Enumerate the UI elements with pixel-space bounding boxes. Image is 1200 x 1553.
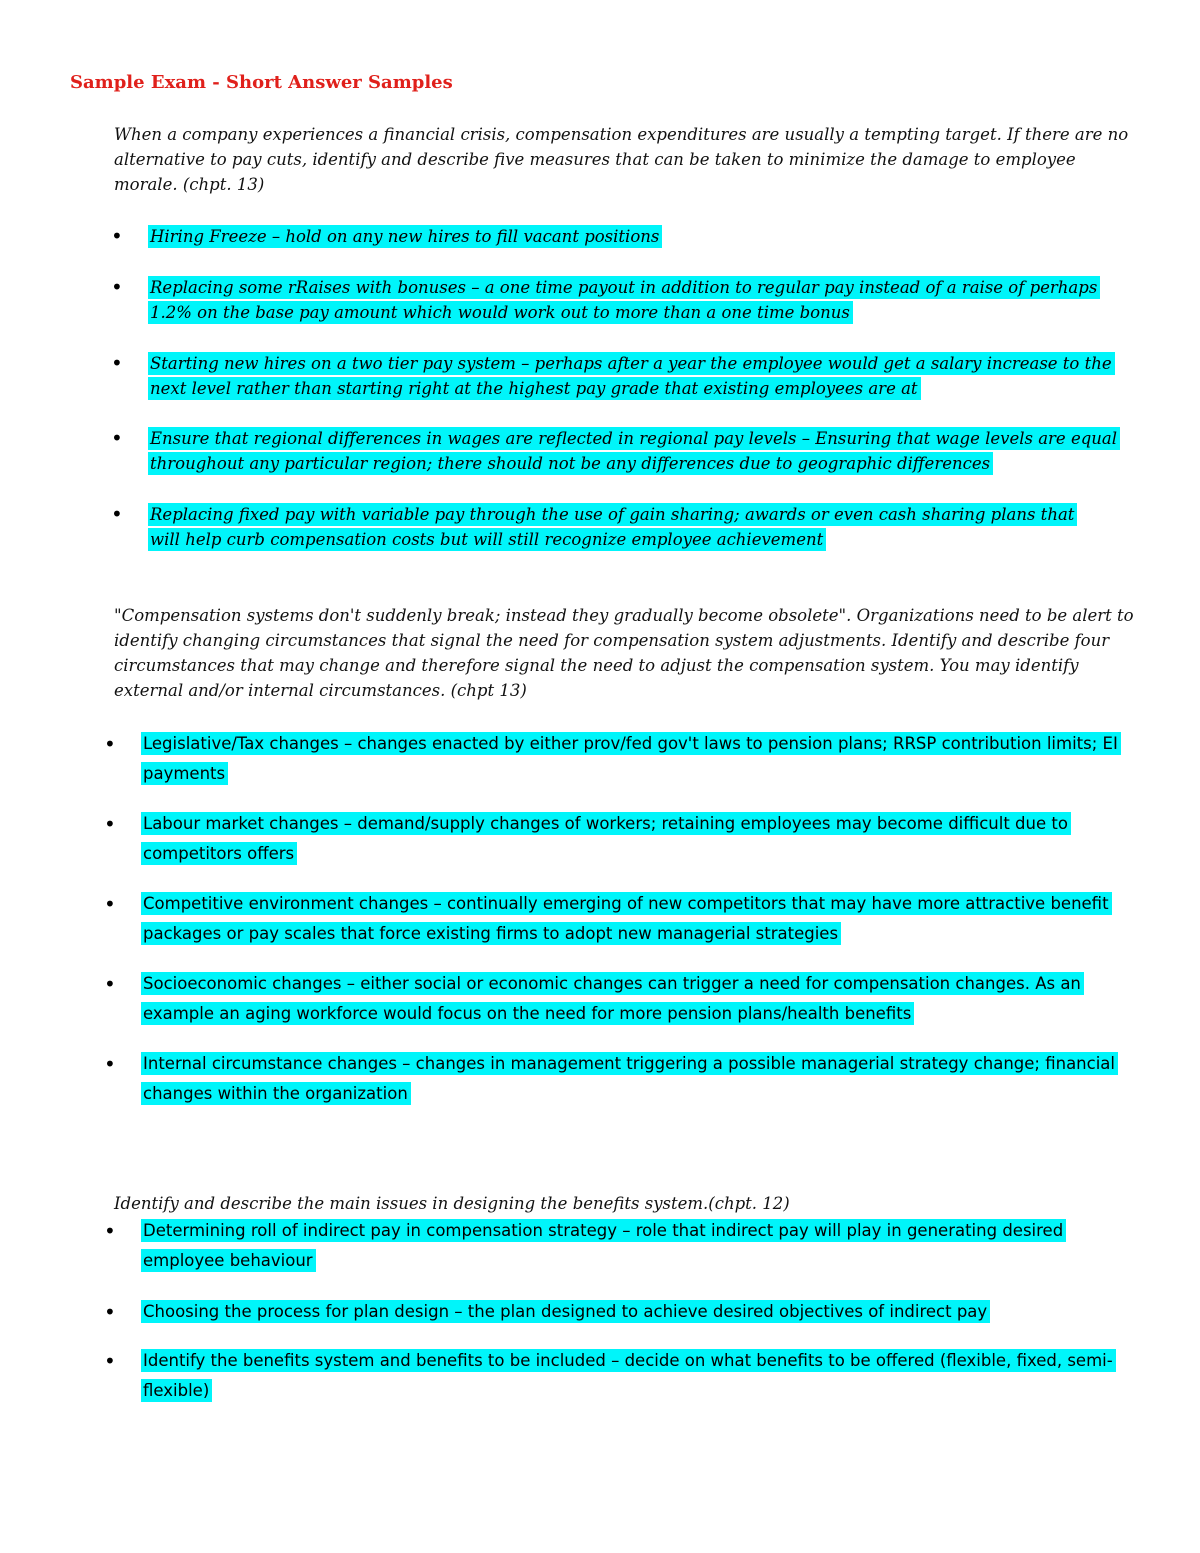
answer-text: Internal circumstance changes – changes in management triggering a possible managerial strategy change; financial changes within the organization xyxy=(141,1052,1118,1105)
question-text: When a company experiences a financial crisis, compensation expenditures are usually a tempting target. If there are no alternative to pay cuts, identify and describe five measures that can be taken to minimize the damage to employee morale. (chpt. 13) xyxy=(114,125,1129,194)
answer-text: Competitive environment changes – continually emerging of new competitors that may have more attractive benefit packages or pay scales that force existing firms to adopt new managerial strategies xyxy=(141,892,1112,945)
answer-item xyxy=(111,275,1108,325)
answer-item xyxy=(104,969,1141,1029)
answer-item xyxy=(104,1049,1131,1109)
answer-item xyxy=(111,351,1128,401)
bullet-icon: • xyxy=(111,224,123,248)
bullet-icon: • xyxy=(111,426,123,450)
answer-text: Socioeconomic changes – either social or economic changes can trigger a need for compensation changes. As an example an aging workforce would focus on the need for more pension plans/health benefits xyxy=(141,972,1084,1025)
bullet-icon: • xyxy=(104,812,116,836)
answer-item xyxy=(104,729,1131,789)
answer-item xyxy=(104,1216,1131,1276)
answer-item xyxy=(104,1297,1131,1327)
bullet-icon: • xyxy=(104,1300,116,1324)
question-text: "Compensation systems don't suddenly break; instead they gradually become obsolete". Organizations need to be alert to identify changing circumstances that signal the need for compensation system adjustments. Identify and describe four circumstances that may change and therefore signal the need to adjust the compensation system. You may identify external and/or internal circumstances. (chpt 13) xyxy=(114,606,1134,700)
answer-text: Replacing some rRaises with bonuses – a one time payout in addition to regular pay instead of a raise of perhaps 1.2% on the base pay amount which would work out to more than a one time bonus xyxy=(148,276,1100,324)
answer-text: Hiring Freeze – hold on any new hires to fill vacant positions xyxy=(148,225,662,248)
question-text: Identify and describe the main issues in designing the benefits system.(chpt. 12) xyxy=(114,1194,790,1213)
page-title: Sample Exam - Short Answer Samples xyxy=(70,72,453,93)
bullet-icon: • xyxy=(104,1052,116,1076)
answer-text: Labour market changes – demand/supply changes of workers; retaining employees may become difficult due to competitors offers xyxy=(141,812,1071,865)
bullet-icon: • xyxy=(104,892,116,916)
answer-text: Replacing fixed pay with variable pay through the use of gain sharing; awards or even cash sharing plans that will help curb compensation costs but will still recognize employee achievement xyxy=(148,503,1077,551)
answer-text: Identify the benefits system and benefits to be included – decide on what benefits to be offered (flexible, fixed, semi-flexible) xyxy=(141,1349,1116,1402)
answer-text: Choosing the process for plan design – the plan designed to achieve desired objectives of indirect pay xyxy=(141,1300,990,1323)
answer-item xyxy=(104,889,1131,949)
answer-item xyxy=(111,426,1128,476)
bullet-icon: • xyxy=(111,275,123,299)
bullet-icon: • xyxy=(111,502,123,526)
bullet-icon: • xyxy=(104,1349,116,1373)
bullet-icon: • xyxy=(104,972,116,996)
bullet-icon: • xyxy=(111,351,123,375)
answer-text: Starting new hires on a two tier pay system – perhaps after a year the employee would get a salary increase to the next level rather than starting right at the highest pay grade that existing employees are at xyxy=(148,352,1115,400)
answer-item xyxy=(104,809,1131,869)
answer-item xyxy=(111,502,1108,552)
bullet-icon: • xyxy=(104,1219,116,1243)
answer-text: Legislative/Tax changes – changes enacted by either prov/fed gov't laws to pension plans; RRSP contribution limits; EI payments xyxy=(141,732,1121,785)
answer-item xyxy=(104,1346,1131,1406)
answer-text: Determining roll of indirect pay in compensation strategy – role that indirect pay will play in generating desired employee behaviour xyxy=(141,1219,1066,1272)
answer-item xyxy=(111,224,1108,249)
bullet-icon: • xyxy=(104,732,116,756)
answer-text: Ensure that regional differences in wages are reflected in regional pay levels – Ensuring that wage levels are equal throughout any particular region; there should not be any differences due to geographic differences xyxy=(148,427,1120,475)
